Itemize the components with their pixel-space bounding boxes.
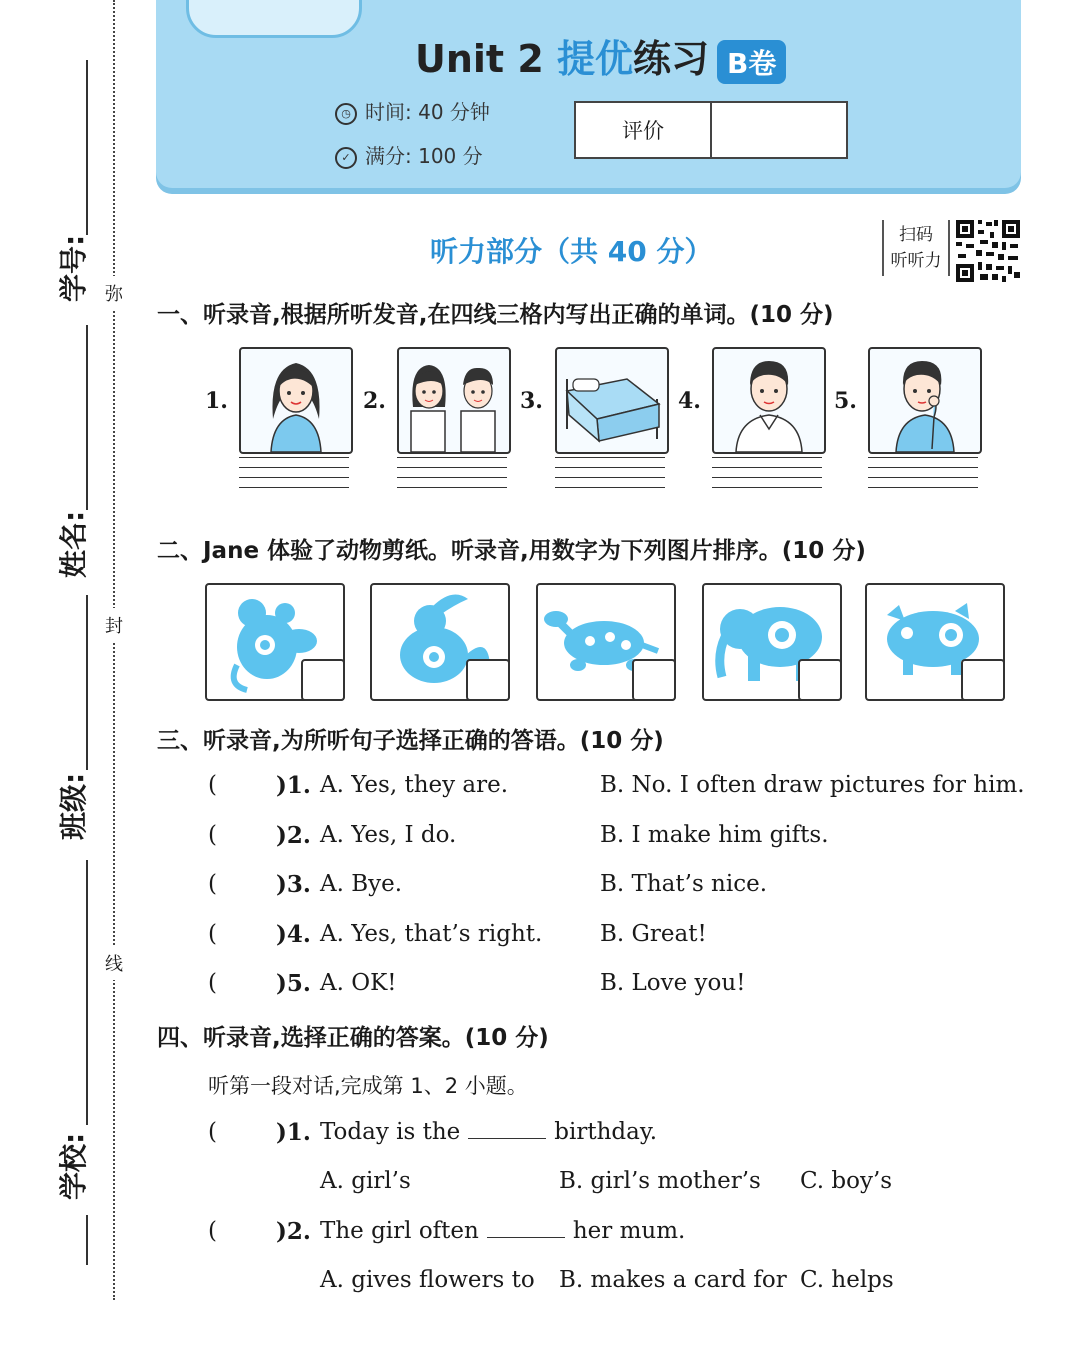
clock-icon: ◷ [335,103,357,125]
writing-lines-3[interactable] [555,457,665,497]
qr-label-line2: 听听力 [890,251,942,271]
girl-boy-picture [397,347,511,454]
sentence-pre: Today is the [320,1119,461,1145]
seal-mark-mi: 弥 [105,276,123,310]
score-info [335,140,483,169]
margin-line-3 [86,595,88,770]
papercut-rabbit [370,583,510,701]
papercut-pig [865,583,1005,701]
margin-label-banji: 班级: [57,772,90,840]
q3-num: )4. [276,921,311,948]
papercut-elephant [702,583,842,701]
qr-label [882,220,950,276]
q2-heading: 二、Jane 体验了动物剪纸。听录音,用数字为下列图片排序。(10 分) [157,538,866,564]
sentence-post: her mum. [572,1218,686,1244]
answer-paren[interactable]: ( [208,921,217,947]
time-text: 时间: 40 分钟 [365,100,490,124]
man-picture [712,347,826,454]
evaluation-field[interactable] [712,103,846,157]
fill-blank[interactable] [468,1138,546,1139]
option-a: A. OK! [320,970,397,996]
writing-lines-1[interactable] [239,457,349,497]
margin-line-2 [86,325,88,510]
order-box-2[interactable] [466,659,510,701]
woman-picture [239,347,353,454]
order-box-1[interactable] [301,659,345,701]
qr-code-icon[interactable] [954,218,1022,284]
sentence-post: birthday. [554,1119,658,1145]
q1-num-5: 5. [834,388,857,414]
title-prefix: Unit 2 [415,37,557,81]
q4-intro: 听第一段对话,完成第 1、2 小题。 [208,1074,528,1098]
q4-heading: 四、听录音,选择正确的答案。(10 分) [157,1025,549,1051]
banner-tab [186,0,362,38]
papercut-mouse [205,583,345,701]
margin-line-5 [86,1215,88,1265]
q3-num: )5. [276,970,311,997]
boy-thinking-picture [868,347,982,454]
answer-paren[interactable]: ( [208,822,217,848]
q1-num-3: 3. [520,388,543,414]
q4-num: )1. [276,1119,311,1146]
title-suffix: 练习 [633,37,710,81]
q3-heading: 三、听录音,为所听句子选择正确的答语。(10 分) [157,728,664,754]
q3-num: )2. [276,822,311,849]
margin-line-1 [86,60,88,235]
option-b: B. No. I often draw pictures for him. [600,772,1025,798]
option-a: A. Yes, that’s right. [320,921,543,947]
q4-sentence [320,1218,685,1244]
margin-label-xuehao: 学号: [57,234,90,302]
fill-blank[interactable] [487,1237,565,1238]
time-info [335,96,490,125]
answer-paren[interactable]: ( [208,970,217,996]
page-title [415,28,786,84]
option-b: B. girl’s mother’s [559,1168,761,1194]
option-b: B. I make him gifts. [600,822,829,848]
order-box-5[interactable] [961,659,1005,701]
q4-num: )2. [276,1218,311,1245]
evaluation-box[interactable] [574,101,848,159]
answer-paren[interactable]: ( [208,871,217,897]
check-icon: ✓ [335,147,357,169]
q3-num: )1. [276,772,311,799]
q1-heading: 一、听录音,根据所听发音,在四线三格内写出正确的单词。(10 分) [157,302,834,328]
papercut-turtle [536,583,676,701]
option-b: B. That’s nice. [600,871,768,897]
q4-sentence [320,1119,657,1145]
section-title: 听力部分（共 40 分） [430,235,713,268]
qr-label-line1: 扫码 [899,225,933,245]
evaluation-label: 评价 [576,103,712,157]
option-a: A. girl’s [320,1168,411,1194]
answer-paren[interactable]: ( [208,1218,217,1244]
option-a: A. gives flowers to [320,1267,535,1293]
seal-dotted-line [113,0,115,1300]
title-badge: B卷 [717,40,786,84]
option-b: B. Great! [600,921,707,947]
option-a: A. Yes, they are. [320,772,509,798]
order-box-4[interactable] [798,659,842,701]
option-a: A. Bye. [320,871,403,897]
full-score-text: 满分: 100 分 [365,144,483,168]
option-a: A. Yes, I do. [320,822,457,848]
writing-lines-2[interactable] [397,457,507,497]
answer-paren[interactable]: ( [208,1119,217,1145]
title-blue: 提优 [557,37,634,81]
margin-line-4 [86,860,88,1125]
option-c: C. boy’s [800,1168,893,1194]
answer-paren[interactable]: ( [208,772,217,798]
writing-lines-5[interactable] [868,457,978,497]
sentence-pre: The girl often [320,1218,479,1244]
order-box-3[interactable] [632,659,676,701]
seal-mark-feng: 封 [105,608,123,642]
option-b: B. makes a card for [559,1267,787,1293]
margin-label-xingming: 姓名: [57,510,90,578]
q3-num: )3. [276,871,311,898]
option-c: C. helps [800,1267,894,1293]
writing-lines-4[interactable] [712,457,822,497]
bed-picture [555,347,669,454]
q1-num-1: 1. [205,388,228,414]
q1-num-2: 2. [363,388,386,414]
option-b: B. Love you! [600,970,746,996]
seal-mark-xian: 线 [105,946,123,980]
margin-label-xuexiao: 学校: [57,1132,90,1200]
q1-num-4: 4. [678,388,701,414]
